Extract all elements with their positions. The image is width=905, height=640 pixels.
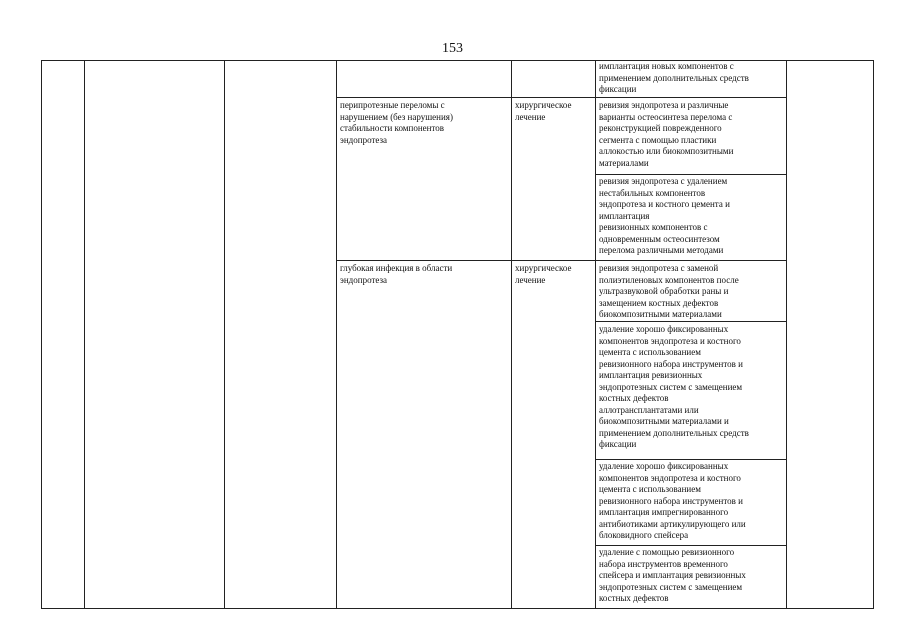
condition-cell: глубокая инфекция в области эндопротеза	[340, 263, 453, 285]
column-divider	[595, 60, 596, 609]
condition-cell: перипротезные переломы с нарушением (без нарушения) стабильности компонентов эндопротеза	[340, 100, 453, 145]
column-divider	[511, 60, 512, 609]
method-divider	[595, 321, 786, 322]
treatment-type-cell: хирургическое лечение	[515, 263, 572, 285]
method-cell: имплантация новых компонентов с применением дополнительных средств фиксации	[599, 61, 749, 94]
row-divider	[336, 97, 786, 98]
column-divider	[84, 60, 85, 609]
column-divider	[336, 60, 337, 609]
column-divider	[224, 60, 225, 609]
treatment-type-cell: хирургическое лечение	[515, 100, 572, 122]
method-divider	[595, 545, 786, 546]
method-cell: удаление с помощью ревизионного набора инструментов временного спейсера и имплантация ревизионных эндопротезных систем с замещением костных дефектов	[599, 547, 746, 603]
method-divider	[595, 174, 786, 175]
row-divider	[336, 260, 786, 261]
page-number: 153	[442, 41, 463, 56]
method-cell: ревизия эндопротеза с удалением нестабильных компонентов эндопротеза и костного цемента и имплантация ревизионных компонентов с одновременным остеосинтезом перелома различными методами	[599, 176, 730, 255]
method-cell: ревизия эндопротеза и различные варианты остеосинтеза перелома с реконструкцией поврежденного сегмента с помощью пластики аллокостью или биокомпозитными материалами	[599, 100, 734, 168]
method-divider	[595, 459, 786, 460]
column-divider	[786, 60, 787, 609]
method-cell: ревизия эндопротеза с заменой полиэтиленовых компонентов после ультразвуковой обработки раны и замещением костных дефектов биокомпозитными материалами	[599, 263, 739, 319]
method-cell: удаление хорошо фиксированных компонентов эндопротеза и костного цемента с использованием ревизионного набора инструментов и имплантация импрегнированного антибиотиками артикулирующего или блоковидного спейсера	[599, 461, 746, 540]
method-cell: удаление хорошо фиксированных компонентов эндопротеза и костного цемента с использованием ревизионного набора инструментов и имплантация ревизионных эндопротезных систем с замещением костных дефектов аллотрансплантатами или биокомпозитными материалами и применением дополнительных средств фиксации	[599, 324, 749, 449]
